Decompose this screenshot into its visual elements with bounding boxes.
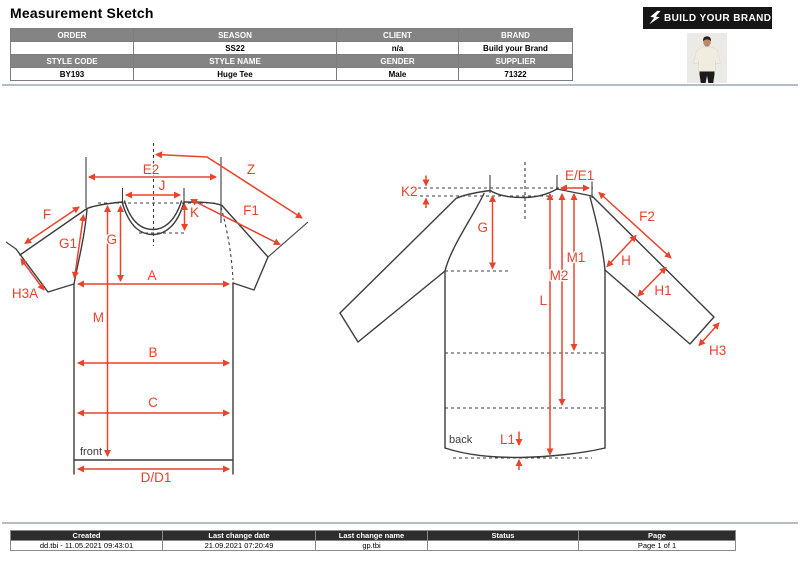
label-h: H (621, 253, 631, 268)
label-g1: G1 (58, 236, 78, 251)
status-value (428, 541, 579, 551)
style-code-value: BY193 (11, 68, 134, 81)
brand-logo-text: BUILD YOUR BRAND (664, 12, 772, 24)
label-e2: E2 (142, 162, 160, 177)
client-value: n/a (337, 42, 459, 55)
last-change-date-value: 21.09.2021 07:20:49 (163, 541, 316, 551)
footer-header-page: Page (579, 531, 736, 541)
label-l: L (539, 293, 547, 308)
last-change-name-value: gp.tbi (316, 541, 428, 551)
label-k2: K2 (401, 184, 418, 199)
label-z: Z (246, 162, 256, 177)
info-header-cell: BRAND (459, 29, 573, 42)
back-measure-labels (401, 168, 726, 447)
label-j: J (158, 178, 166, 193)
label-b: B (148, 345, 158, 360)
label-g-back: G (477, 220, 488, 235)
footer-table (10, 530, 736, 551)
gender-value: Male (337, 68, 459, 81)
measure-arrow-f1 (191, 200, 280, 245)
info-header-cell: GENDER (337, 55, 459, 68)
label-f: F (42, 207, 52, 222)
label-h3a: H3A (11, 286, 39, 301)
label-m2: M2 (549, 268, 569, 283)
front-measure-labels (12, 162, 259, 485)
label-f1: F1 (243, 203, 259, 218)
label-g: G (106, 232, 117, 247)
info-header-cell: SUPPLIER (459, 55, 573, 68)
supplier-value: 71322 (459, 68, 573, 81)
footer-header-status: Status (428, 531, 579, 541)
created-value: dd.tbi - 11.05.2021 09:43:01 (11, 541, 163, 551)
style-name-value: Huge Tee (134, 68, 337, 81)
front-caption: front (80, 446, 103, 458)
page-value: Page 1 of 1 (579, 541, 736, 551)
info-header-cell: STYLE NAME (134, 55, 337, 68)
measure-arrow-f2 (599, 193, 671, 259)
footer-header-last-change-date: Last change date (163, 531, 316, 541)
info-header-cell: STYLE CODE (11, 55, 134, 68)
info-header-cell: ORDER (11, 29, 134, 42)
label-m1: M1 (566, 250, 586, 265)
footer-header-row (11, 531, 736, 541)
page-title: Measurement Sketch (10, 5, 154, 21)
footer-header-created: Created (11, 531, 163, 541)
label-k: K (190, 205, 200, 220)
label-e-e1: E/E1 (565, 168, 595, 183)
label-m: M (92, 310, 104, 325)
measure-arrow-z (156, 155, 302, 219)
label-l1: L1 (500, 432, 516, 447)
label-d-d1: D/D1 (140, 470, 172, 485)
season-value: SS22 (134, 42, 337, 55)
info-header-cell: SEASON (134, 29, 337, 42)
footer-header-last-change-name: Last change name (316, 531, 428, 541)
label-c: C (148, 395, 158, 410)
footer-value-row (11, 541, 736, 551)
back-caption: back (449, 434, 473, 446)
label-a: A (147, 268, 157, 283)
brand-value: Build your Brand (459, 42, 573, 55)
front-measure-arrows (21, 155, 302, 470)
label-h3: H3 (709, 343, 727, 358)
info-header-cell: CLIENT (337, 29, 459, 42)
label-h1: H1 (654, 283, 672, 298)
back-garment-outline (340, 162, 714, 458)
label-f2: F2 (639, 209, 655, 224)
